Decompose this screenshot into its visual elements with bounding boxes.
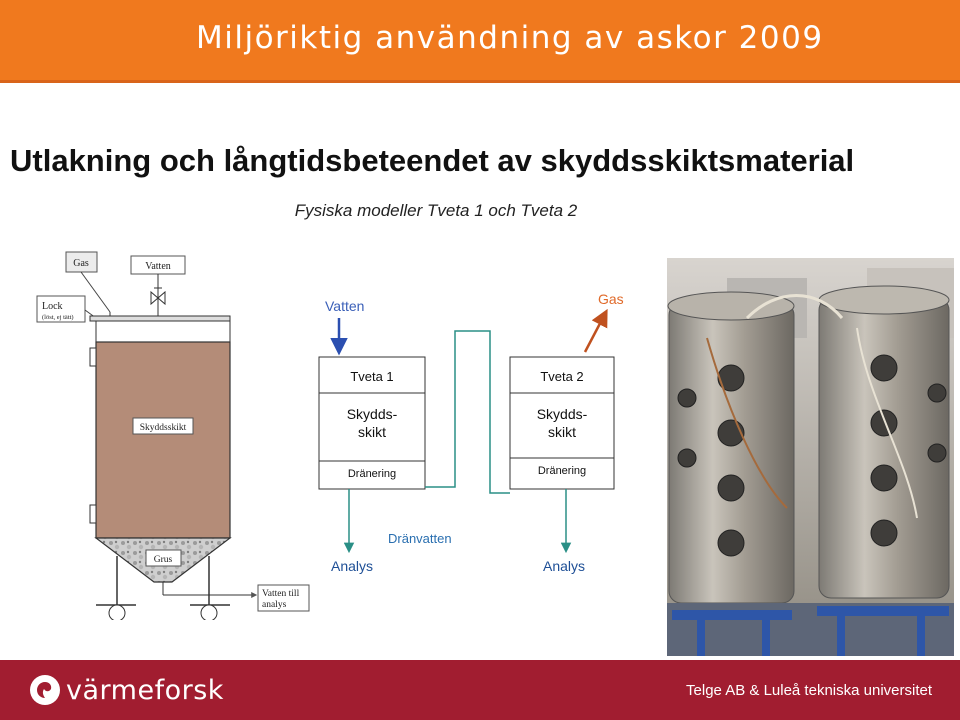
lid-note: (löst, ej tätt): [42, 314, 74, 321]
column-2-layer-line1: Skydds-: [536, 406, 588, 422]
logo-text: värmeforsk: [66, 674, 224, 706]
column-1-drainage: Dränering: [347, 468, 397, 480]
flow-diagram: [319, 291, 624, 574]
footer-bar: [0, 660, 960, 720]
drain-water-label: Dränvatten: [388, 531, 452, 546]
gravel-label: Grus: [153, 555, 173, 565]
outlet-label-line2: analys: [262, 600, 287, 610]
gas-label: Gas: [73, 258, 89, 269]
slide-title: Utlakning och långtidsbeteendet av skyddsskiktsmaterial: [10, 143, 855, 178]
slide-subtitle: Fysiska modeller Tveta 1 och Tveta 2: [294, 201, 578, 220]
logo-mark-icon: [30, 675, 60, 705]
footer-credit: Telge AB & Luleå tekniska universitet: [686, 682, 932, 699]
tank-body: [96, 342, 230, 538]
analysis-2-label: Analys: [543, 558, 586, 574]
gas-out-label: Gas: [598, 291, 624, 307]
column-1-layer-line2: skikt: [358, 424, 386, 440]
brand-logo: [30, 672, 224, 708]
water-in-label: Vatten: [325, 298, 365, 314]
layer-label: Skyddsskikt: [139, 423, 187, 433]
outlet-label-line1: Vatten till: [262, 589, 300, 599]
column-1-layer-line1: Skydds-: [346, 406, 398, 422]
gas-out-arrow: [585, 312, 606, 352]
lid-label: Lock: [42, 301, 63, 312]
photo-steel-columns: [667, 258, 954, 656]
schematic-diagram: [0, 240, 670, 620]
column-1-name: Tveta 1: [350, 369, 394, 384]
left-tank-diagram: [37, 252, 309, 620]
connecting-pipe: [425, 331, 510, 493]
water-label: Vatten: [145, 261, 171, 272]
analysis-1-label: Analys: [331, 558, 374, 574]
column-2-layer-line2: skikt: [548, 424, 576, 440]
column-2-drainage: Dränering: [537, 465, 587, 477]
header-banner: [0, 0, 960, 83]
tank-lid: [90, 316, 230, 321]
header-title: Miljöriktig användning av askor 2009: [196, 20, 824, 56]
column-2-name: Tveta 2: [540, 369, 584, 384]
